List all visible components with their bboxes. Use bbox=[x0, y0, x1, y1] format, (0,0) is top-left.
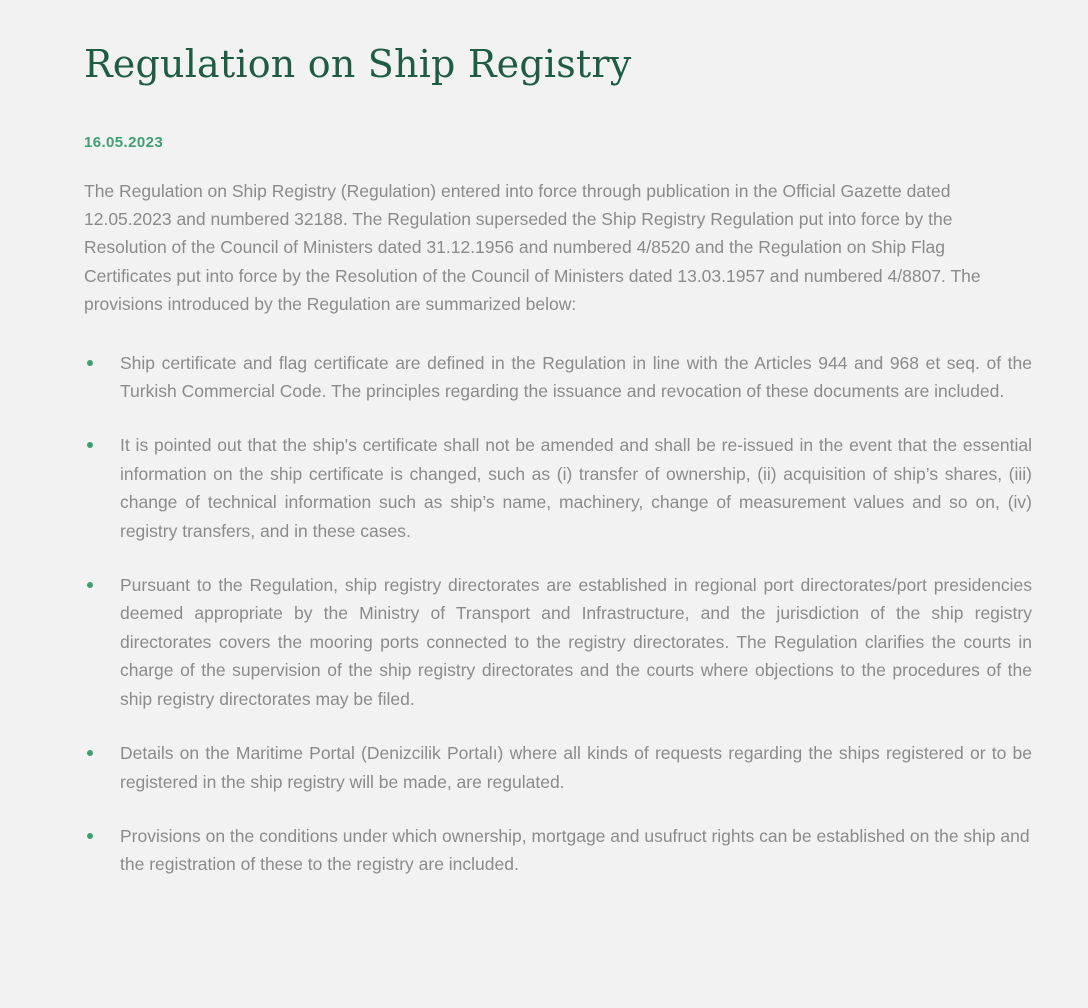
bullet-icon bbox=[87, 833, 93, 839]
bullet-icon bbox=[87, 582, 93, 588]
list-item bbox=[84, 571, 1032, 713]
list-item bbox=[84, 431, 1032, 545]
bullet-icon bbox=[87, 750, 93, 756]
list-item-text: Details on the Maritime Portal (Denizcilik Portalı) where all kinds of requests regarding the ships registered or to be registered in the ship registry will be made, are regulated. bbox=[120, 743, 1032, 792]
list-item bbox=[84, 349, 1032, 406]
summary-points-list bbox=[84, 349, 1032, 879]
list-item-text: It is pointed out that the ship's certificate shall not be amended and shall be re-issued in the event that the essential information on the ship certificate is changed, such as (i) transfer of ownership, (ii) acquisition of ship’s shares, (iii) change of technical information such as ship’s name, machinery, change of measurement values and so on, (iv) registry transfers, and in these cases. bbox=[120, 435, 1032, 541]
list-item bbox=[84, 739, 1032, 796]
list-item-text: Pursuant to the Regulation, ship registry directorates are established in regional port directorates/port presidencies deemed appropriate by the Ministry of Transport and Infrastructure, and the jurisdiction of the ship registry directorates covers the mooring ports connected to the registry directorates. The Regulation clarifies the courts in charge of the supervision of the ship registry directorates and the courts where objections to the procedures of the ship registry directorates may be filed. bbox=[120, 575, 1032, 709]
intro-paragraph: The Regulation on Ship Registry (Regulation) entered into force through publication in the Official Gazette dated 12.05.2023 and numbered 32188. The Regulation superseded the Ship Registry Regulation put into force by the Resolution of the Council of Ministers dated 31.12.1956 and numbered 4/8520 and the Regulation on Ship Flag Certificates put into force by the Resolution of the Council of Ministers dated 13.03.1957 and numbered 4/8807. The provisions introduced by the Regulation are summarized below: bbox=[84, 180, 981, 315]
bullet-icon bbox=[87, 360, 93, 366]
list-item bbox=[84, 822, 1032, 879]
publication-date: 16.05.2023 bbox=[84, 133, 164, 151]
list-item-text: Provisions on the conditions under which ownership, mortgage and usufruct rights can be established on the ship and the registration of these to the registry are included. bbox=[120, 825, 1030, 875]
bullet-icon bbox=[87, 442, 93, 448]
page-title: Regulation on Ship Registry bbox=[84, 42, 632, 86]
list-item-text: Ship certificate and flag certificate are defined in the Regulation in line with the Articles 944 and 968 et seq. of the Turkish Commercial Code. The principles regarding the issuance and revocation of these documents are included. bbox=[120, 352, 1032, 402]
